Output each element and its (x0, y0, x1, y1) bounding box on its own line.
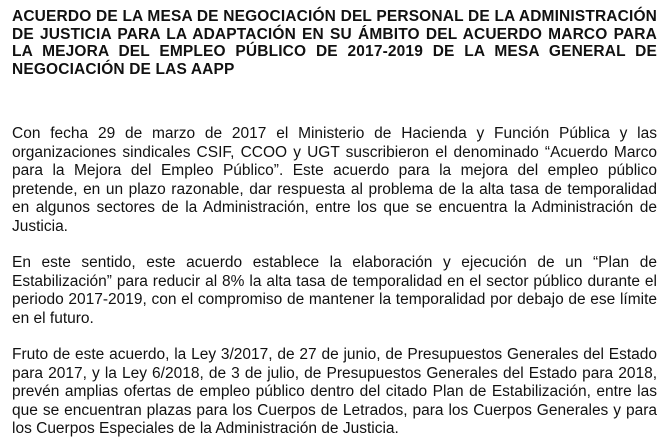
paragraph-1: Con fecha 29 de marzo de 2017 el Ministerio de Hacienda y Función Pública y las organizaciones sindicales CSIF, CCOO y UGT suscribieron el denominado “Acuerdo Marco para la Mejora del Empleo Público”. Este acuerdo para la mejora del empleo público pretende, en un plazo razonable, dar respuesta al problema de la alta tasa de temporalidad en algunos sectores de la Administración, entre los que se encuentra la Administración de Justicia. (12, 125, 657, 235)
paragraph-2: En este sentido, este acuerdo establece la elaboración y ejecución de un “Plan de Estabilización” para reducir al 8% la alta tasa de temporalidad en el sector público durante el periodo 2017-2019, con el compromiso de mantener la temporalidad por debajo de ese límite en el futuro. (12, 254, 657, 327)
document-page (12, 8, 657, 439)
paragraph-3: Fruto de este acuerdo, la Ley 3/2017, de 27 de junio, de Presupuestos Generales del Estado para 2017, y la Ley 6/2018, de 3 de julio, de Presupuestos Generales del Estado para 2018, prevén amplias ofertas de empleo público dentro del citado Plan de Estabilización, entre las que se encuentran plazas para los Cuerpos de Letrados, para los Cuerpos Generales y para los Cuerpos Especiales de la Administración de Justicia. (12, 346, 657, 437)
document-title: ACUERDO DE LA MESA DE NEGOCIACIÓN DEL PERSONAL DE LA ADMINISTRACIÓN DE JUSTICIA PARA LA ADAPTACIÓN EN SU ÁMBITO DEL ACUERDO MARCO PARA LA MEJORA DEL EMPLEO PÚBLICO DE 2017-2019 DE LA MESA GENERAL DE NEGOCIACIÓN DE LAS AAPP (12, 8, 657, 78)
